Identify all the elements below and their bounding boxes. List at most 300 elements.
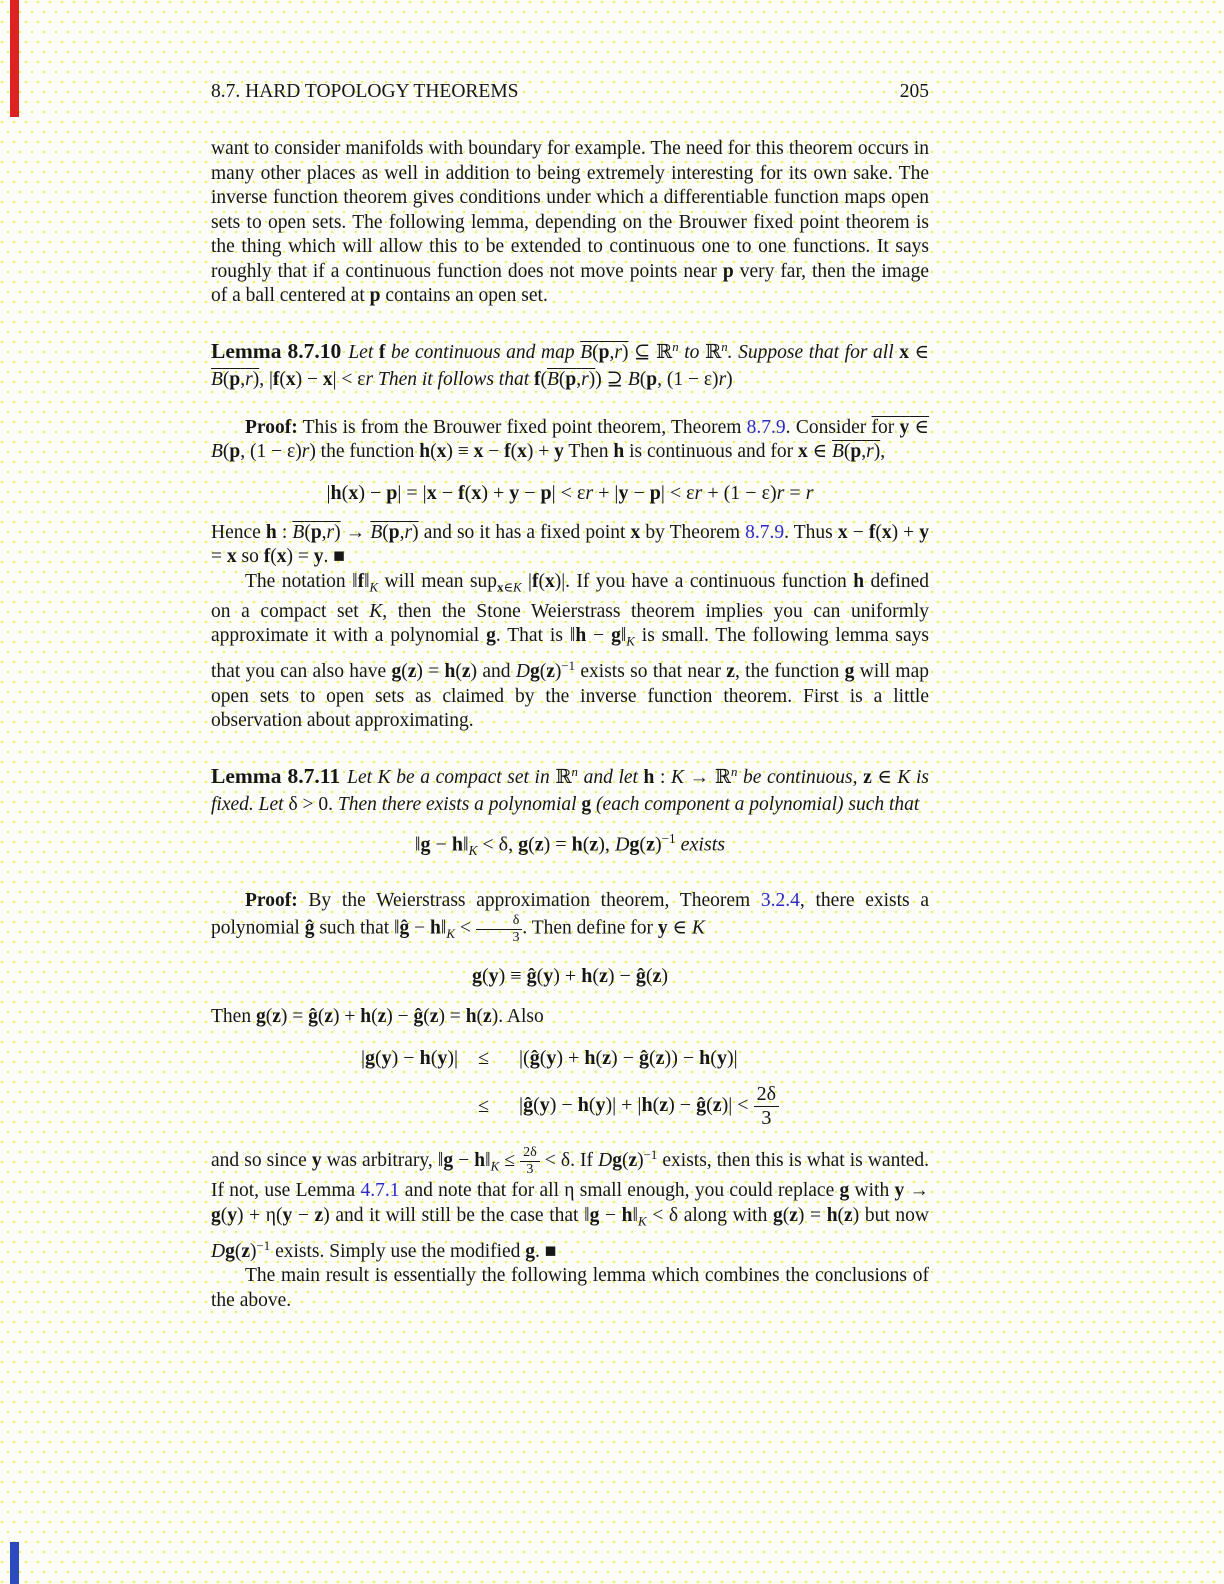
- text-run: )| <: [721, 1094, 754, 1117]
- text-run: x: [517, 441, 527, 463]
- text-run: want to consider manifolds with boundary for example. The need for this theorem occurs in many other places as well in addition to being extremely interesting for its own sake. The inverse function theorem gives conditions under which a differentiable function maps open sets to open sets. The following lemma, depending on the Brouwer fixed point theorem is the thing which will allow this to be extended to continuous one to one functions. It says roughly that if a continuous function does not move points near: [211, 138, 929, 282]
- text-run: ) +: [553, 964, 582, 987]
- text-run: ): [661, 964, 669, 987]
- text-run: is continuous and for: [624, 441, 799, 463]
- text-run: z: [546, 661, 555, 683]
- text-run: (: [540, 368, 547, 390]
- text-run: (: [510, 441, 518, 463]
- text-run: y: [539, 1094, 550, 1117]
- text-run: K: [369, 600, 383, 622]
- text-run: B: [211, 368, 223, 390]
- text-run: (: [582, 832, 590, 855]
- text-run: g: [839, 1180, 850, 1202]
- text-run: ,: [321, 521, 327, 543]
- text-run: (: [401, 661, 408, 683]
- text-run: D: [515, 661, 530, 683]
- text-run: K: [691, 917, 705, 939]
- relation-symbol: ≤: [478, 1047, 490, 1070]
- text-run: Let: [348, 341, 379, 363]
- text-run: f: [504, 441, 511, 463]
- text-run: be continuous,: [737, 766, 864, 788]
- text-run: f: [531, 570, 539, 592]
- text-run: z: [652, 964, 662, 987]
- text-run: p: [540, 481, 552, 504]
- text-run: , there exists a polynomial: [211, 889, 929, 939]
- text-run: g: [629, 832, 640, 855]
- text-run: g: [486, 625, 496, 647]
- ref-link[interactable]: 3.2.4: [760, 889, 800, 911]
- text-run: z: [324, 1005, 334, 1027]
- text-run: r: [581, 368, 589, 390]
- text-run: K: [626, 634, 635, 649]
- text-run: ) −: [358, 481, 387, 504]
- text-run: ): [334, 521, 341, 543]
- text-run: K: [671, 766, 685, 788]
- text-run: very far, then the image of a ball centered at: [211, 260, 929, 306]
- text-run: K: [490, 1159, 500, 1174]
- text-run: exists so that near: [575, 661, 727, 683]
- text-run: p: [649, 481, 661, 504]
- text-run: By the Weierstrass approximation theorem, Theorem: [297, 889, 761, 911]
- text-run: ) + η(: [237, 1204, 283, 1226]
- text-run: )| + |: [605, 1094, 642, 1117]
- text-run: ) ⊇: [595, 368, 628, 390]
- text-run: B: [292, 521, 305, 543]
- text-run: [872, 417, 929, 438]
- text-run: z: [534, 832, 544, 855]
- text-run: (: [279, 368, 286, 390]
- text-run: r: [718, 368, 727, 390]
- text-run: −1: [643, 1148, 658, 1163]
- text-run: ‖: [440, 917, 447, 939]
- equation-g-definition: [211, 963, 929, 989]
- text-run: z: [655, 1047, 665, 1070]
- text-run: −: [519, 481, 541, 504]
- fraction: $\frac{\delta}{3}$: [476, 913, 523, 945]
- ref-link[interactable]: 8.7.9: [745, 521, 785, 543]
- text-run: ,: [609, 341, 615, 363]
- text-run: defined on a compact set: [211, 570, 929, 622]
- text-run: ∈: [908, 341, 930, 363]
- text-run: z: [241, 1240, 250, 1262]
- text-run: + (1 − ε): [702, 481, 777, 504]
- ref-link[interactable]: 8.7.9: [746, 416, 786, 438]
- text-run: z: [863, 766, 872, 788]
- text-run: [211, 369, 259, 390]
- text-run: K: [637, 1214, 647, 1229]
- text-run: B: [211, 441, 223, 463]
- text-run: Lemma 8.7.10: [211, 338, 342, 363]
- text-run: (: [265, 1005, 273, 1027]
- text-run: [292, 522, 340, 543]
- text-run: ĝ: [399, 917, 410, 939]
- text-run: (: [592, 964, 599, 987]
- text-run: ℝ: [555, 766, 572, 788]
- text-run: z: [712, 1094, 722, 1117]
- text-run: x: [497, 580, 504, 595]
- text-run: z: [602, 1047, 612, 1070]
- text-run: p: [229, 441, 241, 463]
- text-run: ): [250, 1240, 257, 1262]
- text-run: g: [255, 1005, 266, 1027]
- text-run: r: [805, 481, 814, 504]
- text-run: (: [304, 521, 311, 543]
- text-run: x: [899, 341, 909, 363]
- text-run: Then there exists a polynomial: [337, 793, 582, 815]
- text-run: →: [904, 1180, 929, 1202]
- text-run: −1: [661, 830, 676, 846]
- text-run: y: [554, 441, 564, 463]
- text-run: (: [782, 1204, 790, 1226]
- text-run: p: [386, 481, 398, 504]
- text-run: Proof:: [245, 416, 298, 438]
- text-run: be continuous and map: [385, 341, 581, 363]
- text-run: r: [614, 341, 622, 363]
- text-run: ĝ: [304, 917, 315, 939]
- text-run: ): [621, 341, 629, 363]
- text-run: h: [853, 570, 865, 592]
- text-run: by Theorem: [640, 521, 746, 543]
- text-run: g: [525, 1240, 536, 1262]
- text-run: . Consider: [785, 416, 872, 438]
- text-run: )|: [447, 1047, 459, 1070]
- text-run: =: [211, 546, 227, 568]
- text-run: p: [646, 368, 658, 390]
- text-run: y: [311, 1150, 322, 1172]
- text-run: y: [657, 917, 668, 939]
- text-run: z: [483, 1005, 492, 1027]
- text-run: ‖: [414, 832, 421, 855]
- equation-rhs: [519, 1045, 779, 1071]
- text-run: K: [446, 927, 455, 942]
- text-run: exists. Simply use the modified: [270, 1240, 526, 1262]
- text-run: → ℝ: [684, 766, 731, 788]
- text-run: r: [326, 521, 335, 543]
- text-run: be a compact set in: [390, 766, 556, 788]
- fraction: $\frac{2\delta}{3}$: [754, 1083, 779, 1129]
- text-run: will mean sup: [378, 570, 498, 592]
- text-run: ĝ: [526, 964, 537, 987]
- text-run: y: [313, 546, 324, 568]
- text-run: , (1 − ε): [657, 368, 719, 390]
- text-run: (: [528, 832, 535, 855]
- text-run: |: [360, 1047, 365, 1070]
- text-run: g: [443, 1150, 454, 1172]
- text-run: −: [483, 441, 505, 463]
- text-run: Hence: [211, 521, 266, 543]
- text-run: p: [850, 441, 862, 463]
- text-run: n: [672, 339, 679, 354]
- text-run: r: [866, 441, 874, 463]
- text-run: z: [589, 832, 599, 855]
- text-run: z: [726, 661, 735, 683]
- text-run: (: [710, 1047, 717, 1070]
- text-run: h: [641, 1094, 653, 1117]
- text-run: h: [360, 1005, 372, 1027]
- text-run: g: [471, 964, 482, 987]
- text-run: . Thus: [784, 521, 838, 543]
- text-run: δ > 0.: [288, 793, 338, 815]
- text-run: (: [533, 1094, 540, 1117]
- text-run: z: [377, 1005, 387, 1027]
- text-run: K: [897, 766, 911, 788]
- text-run: D: [598, 1150, 613, 1172]
- text-run: =: [784, 481, 806, 504]
- lemma-8-7-10: [211, 334, 929, 393]
- text-run: ) but now: [852, 1204, 929, 1226]
- section-heading: 8.7. HARD TOPOLOGY THEOREMS: [211, 81, 519, 102]
- text-run: f: [868, 521, 876, 543]
- text-run: g: [612, 1150, 622, 1172]
- text-run: −: [430, 832, 452, 855]
- text-run: z: [646, 832, 655, 855]
- text-run: ≤: [499, 1150, 521, 1172]
- text-run: x: [276, 546, 287, 568]
- text-run: for: [871, 416, 900, 438]
- text-run: ,: [240, 368, 246, 390]
- text-run: r: [365, 368, 374, 390]
- text-run: (: [430, 441, 437, 463]
- text-run: Then: [563, 441, 614, 463]
- text-run: ‖: [485, 1150, 491, 1172]
- text-run: y: [282, 1204, 293, 1226]
- text-run: ĝ: [523, 1094, 534, 1117]
- text-run: y: [899, 416, 910, 438]
- text-run: n: [721, 339, 728, 354]
- text-run: ): [252, 368, 260, 390]
- text-run: (: [843, 441, 851, 463]
- text-run: r: [694, 481, 703, 504]
- text-run: →: [340, 521, 371, 543]
- text-run: ,: [399, 521, 405, 543]
- text-run: f: [534, 368, 541, 390]
- text-run: ,: [861, 441, 867, 463]
- text-run: )|. If you have a continuous function: [554, 570, 854, 592]
- text-run: <: [454, 917, 476, 939]
- text-run: (: [317, 1005, 325, 1027]
- equation-lhs: [361, 1045, 478, 1071]
- text-run: . Suppose that for all: [727, 341, 900, 363]
- text-run: ∈: [807, 441, 832, 463]
- text-run: (: [595, 1047, 603, 1070]
- text-run: −: [292, 1204, 315, 1226]
- text-run: , (1 − ε): [240, 441, 302, 463]
- text-run: (: [222, 441, 230, 463]
- text-run: [370, 522, 418, 543]
- text-run: r: [585, 481, 594, 504]
- text-run: ) +: [891, 521, 920, 543]
- text-run: x: [471, 481, 482, 504]
- text-run: y: [894, 1180, 905, 1202]
- text-run: g: [225, 1240, 235, 1262]
- equation-fixed-point-bound: [211, 480, 929, 506]
- text-run: (: [621, 1150, 629, 1172]
- red-edge-marker: [10, 0, 19, 117]
- text-run: z: [598, 964, 608, 987]
- text-run: and note that for all η small enough, you could replace: [399, 1180, 840, 1202]
- text-run: | < ε: [332, 368, 366, 390]
- blue-edge-marker: [10, 1542, 19, 1584]
- text-run: K: [468, 842, 478, 858]
- text-run: (: [455, 661, 462, 683]
- text-run: f: [357, 570, 365, 592]
- text-run: (: [464, 481, 472, 504]
- text-run: y: [381, 1047, 392, 1070]
- text-run: such that ‖: [314, 917, 400, 939]
- lemma-8-7-11: [211, 759, 929, 818]
- text-run: ,: [576, 368, 582, 390]
- text-run: −: [436, 481, 458, 504]
- text-run: (: [875, 521, 882, 543]
- text-run: ĝ: [308, 1005, 318, 1027]
- fraction: $\frac{2\delta}{3}$: [520, 1145, 540, 1177]
- text-run: B: [627, 368, 640, 390]
- text-run: ) −: [611, 1047, 639, 1070]
- text-run: and let: [577, 766, 644, 788]
- text-run: Then: [211, 1005, 256, 1027]
- text-run: < δ along with: [646, 1204, 773, 1226]
- text-run: ) −: [668, 1094, 697, 1117]
- text-run: h: [575, 625, 587, 647]
- text-run: g: [581, 793, 592, 815]
- text-run: (: [639, 832, 647, 855]
- text-run: ) −: [386, 1005, 414, 1027]
- text-run: h: [419, 441, 431, 463]
- text-run: :: [276, 521, 293, 543]
- text-run: . ■: [535, 1240, 557, 1262]
- text-run: (: [430, 1047, 438, 1070]
- text-run: x: [544, 570, 555, 592]
- text-run: + |: [593, 481, 619, 504]
- ref-link[interactable]: 4.7.1: [360, 1180, 400, 1202]
- text-run: z: [429, 1005, 439, 1027]
- text-run: ) =: [438, 1005, 466, 1027]
- text-run: |: [326, 481, 331, 504]
- page-header: [211, 80, 929, 104]
- text-run: will map open sets to open sets as claimed by the inverse function theorem. First is a little observation about approximating.: [211, 661, 929, 732]
- text-run: ) −: [295, 368, 323, 390]
- text-run: ĝ: [638, 1047, 649, 1070]
- text-run: [580, 342, 628, 363]
- proof-8-7-11: [211, 889, 929, 947]
- text-run: −: [599, 1204, 622, 1226]
- text-run: | < ε: [660, 481, 695, 504]
- text-run: r: [245, 368, 253, 390]
- text-run: [547, 369, 595, 390]
- text-run: g: [518, 832, 529, 855]
- text-run: f: [378, 341, 386, 363]
- text-run: This is from the Brouwer fixed point theorem, Theorem: [297, 416, 747, 438]
- text-run: h: [581, 964, 593, 987]
- text-run: ‖: [364, 570, 370, 592]
- text-run: y: [543, 964, 554, 987]
- text-run: ‖: [462, 832, 469, 855]
- text-run: (: [588, 1094, 596, 1117]
- text-run: Lemma 8.7.11: [211, 763, 341, 788]
- text-run: h: [577, 1094, 589, 1117]
- text-run: Proof:: [245, 889, 298, 911]
- text-run: (: [645, 964, 653, 987]
- page-content: [211, 80, 929, 1313]
- text-run: |: [521, 570, 532, 592]
- text-run: ) and: [470, 661, 516, 683]
- text-run: g: [772, 1204, 783, 1226]
- text-run: x: [322, 368, 333, 390]
- text-run: x: [348, 481, 359, 504]
- text-run: y: [618, 481, 629, 504]
- relation-symbol: ≤: [478, 1095, 490, 1118]
- text-run: y: [595, 1094, 606, 1117]
- text-run: p: [598, 341, 610, 363]
- text-run: (: [648, 1047, 656, 1070]
- text-run: (: [374, 1047, 382, 1070]
- text-run: ,: [880, 441, 886, 463]
- text-run: (: [539, 1047, 547, 1070]
- text-run: x: [473, 441, 484, 463]
- text-run: (: [536, 964, 544, 987]
- text-run: ) and it will still be the case that ‖: [323, 1204, 590, 1226]
- text-run: and so since: [211, 1150, 312, 1172]
- text-run: D: [211, 1240, 226, 1262]
- paragraph-intro: [211, 137, 929, 309]
- text-run: . ■: [323, 546, 345, 568]
- text-run: h: [465, 1005, 477, 1027]
- text-run: ) +: [526, 441, 555, 463]
- text-run: −: [409, 917, 431, 939]
- text-run: ): [654, 832, 662, 855]
- text-run: (each component a polynomial) such that: [591, 793, 920, 815]
- equation-lhs: [361, 1071, 478, 1129]
- text-run: ) =: [280, 1005, 309, 1027]
- equation-rhs: [519, 1071, 779, 1129]
- text-run: h: [444, 661, 456, 683]
- text-run: p: [565, 368, 577, 390]
- text-run: exists: [680, 832, 726, 855]
- text-run: ⊆ ℝ: [628, 341, 673, 363]
- text-run: < δ. If: [539, 1150, 599, 1172]
- text-run: z: [844, 1204, 853, 1226]
- text-run: B: [370, 521, 383, 543]
- text-run: ) +: [481, 481, 510, 504]
- text-run: g: [611, 625, 621, 647]
- text-run: The notation ‖: [245, 570, 358, 592]
- text-run: f: [457, 481, 465, 504]
- text-run: y: [509, 481, 520, 504]
- text-run: and so it has a fixed point: [418, 521, 631, 543]
- page-number: 205: [899, 81, 929, 102]
- text-run: h: [430, 917, 441, 939]
- text-run: h: [571, 832, 583, 855]
- text-run: x: [426, 481, 437, 504]
- text-run: h: [451, 832, 463, 855]
- equation-aligned-inequalities: [361, 1045, 779, 1129]
- text-run: h: [265, 521, 277, 543]
- text-run: g: [391, 661, 402, 683]
- text-run: ĝ: [696, 1094, 707, 1117]
- text-run: x: [226, 546, 237, 568]
- text-run: The main result is essentially the following lemma which combines the conclusions of the above.: [211, 1265, 929, 1311]
- text-run: h: [826, 1204, 838, 1226]
- text-run: ) −: [549, 1094, 578, 1117]
- text-run: )|: [726, 1047, 738, 1070]
- text-run: ∈: [503, 580, 514, 595]
- text-run: r: [776, 481, 785, 504]
- text-run: ℝ: [705, 341, 722, 363]
- text-run: p: [229, 368, 241, 390]
- text-run: so: [236, 546, 264, 568]
- text-run: r: [404, 521, 413, 543]
- text-run: to: [678, 341, 706, 363]
